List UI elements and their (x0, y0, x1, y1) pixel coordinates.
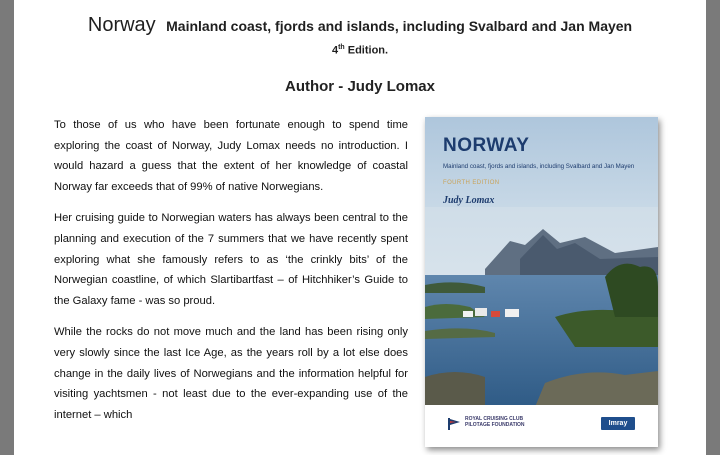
publisher-line-2: PILOTAGE FOUNDATION (465, 422, 525, 428)
edition-label: Edition. (347, 44, 389, 57)
book-cover-image (425, 117, 658, 447)
edition-line (14, 44, 706, 57)
paragraph: To those of us who have been fortunate enough to spend time exploring the coast of Norway, Judy Lomax needs no introduction. I would hazard a guess that the extent of her knowledge of coastal Norway far exceeds that of 99% of native Norwegians. (54, 119, 408, 193)
title-main: Norway (87, 14, 156, 36)
edition-number: 4 (331, 44, 339, 57)
publisher-name (465, 416, 525, 428)
publisher-line-1: ROYAL CRUISING CLUB (465, 416, 524, 422)
paragraph: Her cruising guide to Norwegian waters has always been central to the planning and execution of the 7 summers that we have recently spent exploring what she famously refers to as ‘the crinkly bits’ of the Norwegian coastline, of which Slartibartfast – of Hitchhiker’s Guide to the Galaxy fame - was so proud. (54, 212, 408, 307)
review-text (54, 115, 408, 436)
cover-edition: FOURTH EDITION (443, 180, 500, 186)
document-page (14, 0, 706, 455)
author-line: Author - Judy Lomax (284, 78, 435, 95)
cover-title: NORWAY (443, 135, 530, 156)
rcc-burgee-icon (447, 417, 461, 431)
imray-logo: Imray (601, 417, 635, 430)
cover-author: Judy Lomax (443, 195, 495, 206)
cover-subtitle: Mainland coast, fjords and islands, including Svalbard and Jan Mayen (443, 163, 635, 170)
title-subtitle: Mainland coast, fjords and islands, including Svalbard and Jan Mayen (166, 18, 633, 34)
cover-landscape-photo (425, 207, 658, 407)
edition-suffix: th (338, 44, 345, 51)
document-title (14, 14, 706, 37)
cover-footer (425, 405, 658, 447)
paragraph: While the rocks do not move much and the land has been rising only very slowly since the last Ice Age, as the years roll by a lot else does change in the daily lives of Norwegians and the information helpful for visiting yachtsmen - not least due to the ever-expanding use of the internet – which (54, 326, 408, 421)
